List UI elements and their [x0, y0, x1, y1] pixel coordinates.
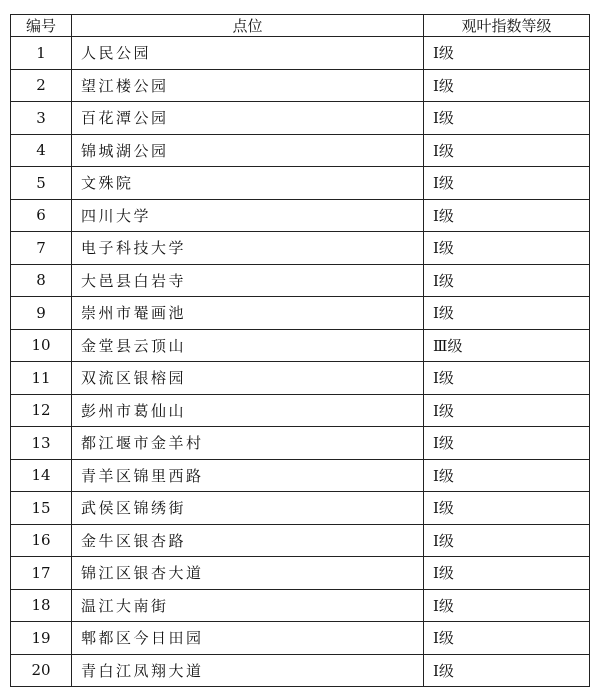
row-grade: Ⅰ级 [424, 232, 590, 265]
row-number: 1 [11, 37, 72, 70]
row-site: 人民公园 [72, 37, 424, 70]
row-site: 文殊院 [72, 167, 424, 200]
row-site: 青白江凤翔大道 [72, 654, 424, 687]
table-row [11, 459, 590, 492]
table-row [11, 557, 590, 590]
row-grade: Ⅰ级 [424, 654, 590, 687]
row-site: 武侯区锦绣街 [72, 492, 424, 525]
row-site: 温江大南街 [72, 589, 424, 622]
row-site: 金牛区银杏路 [72, 524, 424, 557]
row-grade: Ⅰ级 [424, 264, 590, 297]
row-number: 8 [11, 264, 72, 297]
row-site: 青羊区锦里西路 [72, 459, 424, 492]
row-number: 14 [11, 459, 72, 492]
row-site: 四川大学 [72, 199, 424, 232]
row-grade: Ⅰ级 [424, 69, 590, 102]
table-row [11, 622, 590, 655]
row-number: 19 [11, 622, 72, 655]
row-grade: Ⅰ级 [424, 102, 590, 135]
row-site: 双流区银榕园 [72, 362, 424, 395]
row-grade: Ⅰ级 [424, 524, 590, 557]
table-row [11, 524, 590, 557]
row-grade: Ⅰ级 [424, 589, 590, 622]
table-body [11, 37, 590, 687]
document-page [10, 14, 589, 687]
row-number: 4 [11, 134, 72, 167]
table-row [11, 492, 590, 525]
row-site: 彭州市葛仙山 [72, 394, 424, 427]
table-row [11, 394, 590, 427]
row-number: 2 [11, 69, 72, 102]
table-row [11, 264, 590, 297]
row-grade: Ⅰ级 [424, 492, 590, 525]
header-grade: 观叶指数等级 [424, 15, 590, 37]
row-number: 6 [11, 199, 72, 232]
row-number: 20 [11, 654, 72, 687]
table-row [11, 362, 590, 395]
row-number: 3 [11, 102, 72, 135]
table-row [11, 37, 590, 70]
row-number: 10 [11, 329, 72, 362]
row-grade: Ⅰ级 [424, 459, 590, 492]
row-site: 大邑县白岩寺 [72, 264, 424, 297]
row-grade: Ⅰ级 [424, 394, 590, 427]
row-site: 锦城湖公园 [72, 134, 424, 167]
row-site: 崇州市罨画池 [72, 297, 424, 330]
table-row [11, 297, 590, 330]
row-grade: Ⅲ级 [424, 329, 590, 362]
row-number: 17 [11, 557, 72, 590]
header-row [11, 15, 590, 37]
table-row [11, 427, 590, 460]
row-site: 都江堰市金羊村 [72, 427, 424, 460]
row-grade: Ⅰ级 [424, 297, 590, 330]
row-number: 13 [11, 427, 72, 460]
row-number: 16 [11, 524, 72, 557]
row-grade: Ⅰ级 [424, 557, 590, 590]
row-number: 12 [11, 394, 72, 427]
row-number: 15 [11, 492, 72, 525]
row-grade: Ⅰ级 [424, 37, 590, 70]
row-number: 11 [11, 362, 72, 395]
row-number: 7 [11, 232, 72, 265]
row-number: 18 [11, 589, 72, 622]
row-site: 百花潭公园 [72, 102, 424, 135]
row-grade: Ⅰ级 [424, 134, 590, 167]
row-grade: Ⅰ级 [424, 362, 590, 395]
row-grade: Ⅰ级 [424, 199, 590, 232]
foliage-index-table [10, 14, 590, 687]
table-row [11, 167, 590, 200]
table-row [11, 654, 590, 687]
row-grade: Ⅰ级 [424, 427, 590, 460]
table-row [11, 199, 590, 232]
row-site: 望江楼公园 [72, 69, 424, 102]
header-site: 点位 [72, 15, 424, 37]
table-row [11, 589, 590, 622]
table-row [11, 232, 590, 265]
table-row [11, 329, 590, 362]
row-grade: Ⅰ级 [424, 167, 590, 200]
row-site: 锦江区银杏大道 [72, 557, 424, 590]
row-site: 金堂县云顶山 [72, 329, 424, 362]
table-row [11, 69, 590, 102]
row-grade: Ⅰ级 [424, 622, 590, 655]
row-number: 9 [11, 297, 72, 330]
header-number: 编号 [11, 15, 72, 37]
table-row [11, 134, 590, 167]
row-number: 5 [11, 167, 72, 200]
table-row [11, 102, 590, 135]
row-site: 电子科技大学 [72, 232, 424, 265]
table-header [11, 15, 590, 37]
row-site: 郫都区今日田园 [72, 622, 424, 655]
